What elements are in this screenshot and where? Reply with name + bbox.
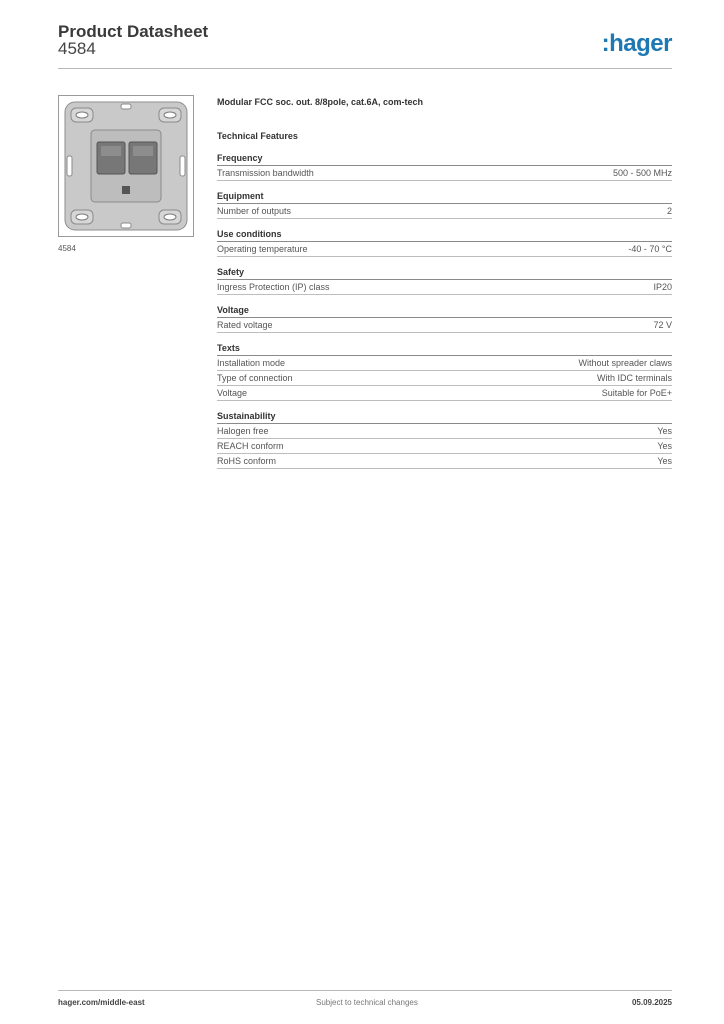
technical-features-heading: Technical Features xyxy=(217,131,298,141)
spec-row xyxy=(217,166,672,181)
section-title: Safety xyxy=(217,265,672,280)
header-divider xyxy=(58,68,672,69)
spec-row xyxy=(217,439,672,454)
section-title: Use conditions xyxy=(217,227,672,242)
spec-row xyxy=(217,318,672,333)
spec-value: 500 - 500 MHz xyxy=(612,168,672,178)
spec-row xyxy=(217,356,672,371)
spec-label: Installation mode xyxy=(217,358,286,368)
spec-value: Suitable for PoE+ xyxy=(601,388,672,398)
spec-row xyxy=(217,280,672,295)
footer-notice: Subject to technical changes xyxy=(316,998,418,1007)
section-title: Frequency xyxy=(217,151,672,166)
spec-row xyxy=(217,424,672,439)
spec-label: Rated voltage xyxy=(217,320,273,330)
product-image xyxy=(58,95,194,237)
product-number: 4584 xyxy=(58,39,96,58)
spec-value: Yes xyxy=(657,441,672,451)
section-frequency xyxy=(217,151,672,181)
spec-label: Voltage xyxy=(217,388,248,398)
document-date: 05.09.2025 xyxy=(631,998,672,1007)
section-texts xyxy=(217,341,672,401)
section-title: Equipment xyxy=(217,189,672,204)
website-link[interactable]: hager.com/middle-east xyxy=(58,998,145,1007)
section-equipment xyxy=(217,189,672,219)
spec-value: Yes xyxy=(657,456,672,466)
spec-label: Transmission bandwidth xyxy=(217,168,314,178)
footer-divider xyxy=(58,990,672,991)
section-title: Voltage xyxy=(217,303,672,318)
spec-label: Operating temperature xyxy=(217,244,308,254)
product-title: Modular FCC soc. out. 8/8pole, cat.6A, com-tech xyxy=(217,97,424,107)
spec-label: Type of connection xyxy=(217,373,293,383)
spec-value: 2 xyxy=(666,206,672,216)
spec-row xyxy=(217,242,672,257)
spec-label: Number of outputs xyxy=(217,206,292,216)
spec-row xyxy=(217,204,672,219)
section-title: Sustainability xyxy=(217,409,672,424)
spec-value: IP20 xyxy=(653,282,672,292)
spec-label: REACH conform xyxy=(217,441,284,451)
spec-label: Ingress Protection (IP) class xyxy=(217,282,330,292)
spec-label: RoHS conform xyxy=(217,456,277,466)
image-caption: 4584 xyxy=(58,244,76,253)
section-sustainability xyxy=(217,409,672,469)
technical-content xyxy=(217,95,672,469)
spec-value: Yes xyxy=(657,426,672,436)
spec-value: Without spreader claws xyxy=(578,358,672,368)
section-use-conditions xyxy=(217,227,672,257)
spec-value: 72 V xyxy=(653,320,672,330)
spec-value: With IDC terminals xyxy=(596,373,672,383)
document-header xyxy=(58,22,672,68)
document-title: Product Datasheet xyxy=(58,22,209,41)
spec-row xyxy=(217,454,672,469)
section-safety xyxy=(217,265,672,295)
document-footer xyxy=(58,998,672,1010)
hager-logo: :hager xyxy=(601,30,672,57)
spec-label: Halogen free xyxy=(217,426,269,436)
section-voltage xyxy=(217,303,672,333)
section-title: Texts xyxy=(217,341,672,356)
spec-row xyxy=(217,386,672,401)
spec-row xyxy=(217,371,672,386)
spec-value: -40 - 70 °C xyxy=(628,244,672,254)
